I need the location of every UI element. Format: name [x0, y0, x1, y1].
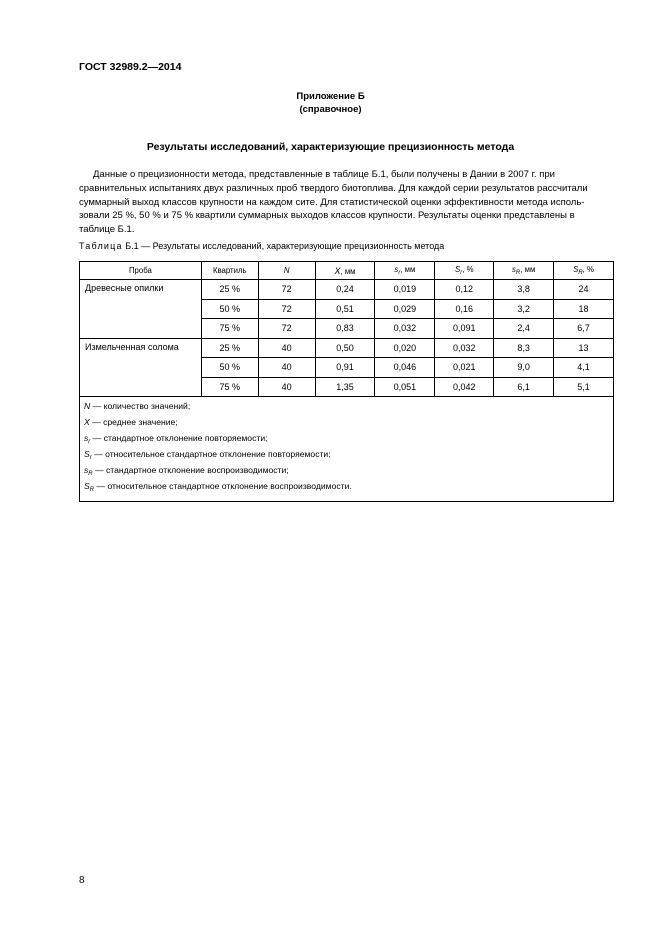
table-notes-row — [80, 397, 614, 502]
cell-sR: 6,1 — [494, 377, 554, 397]
table-row — [80, 338, 614, 358]
cell-x: 0,51 — [315, 299, 375, 319]
cell-Sr: 0,032 — [435, 338, 494, 358]
header-Sr: $S_r$, % — [435, 262, 494, 280]
cell-SR: 5,1 — [554, 377, 614, 397]
paragraph-line: таблице Б.1. — [79, 224, 135, 236]
cell-sr: 0,032 — [375, 319, 435, 339]
note-line: $s_r$ — стандартное отклонение повторяемости; — [84, 433, 268, 446]
cell-sr: 0,046 — [375, 358, 435, 378]
cell-n: 40 — [258, 338, 315, 358]
cell-n: 72 — [258, 299, 315, 319]
header-sr: $s_r$, мм — [375, 262, 435, 280]
cell-quartile: 50 % — [201, 299, 258, 319]
cell-Sr: 0,021 — [435, 358, 494, 378]
cell-n: 40 — [258, 377, 315, 397]
cell-sR: 2,4 — [494, 319, 554, 339]
cell-sr: 0,020 — [375, 338, 435, 358]
precision-table — [79, 261, 614, 502]
cell-sR: 3,2 — [494, 299, 554, 319]
paragraph-line: суммарный выход классов крупности на каждом сите. Для статистической оценки эффективности метода исполь- — [79, 196, 585, 208]
note-line: N — количество значений; — [84, 401, 191, 411]
note-line: $S_r$ — относительное стандартное отклонение повторяемости; — [84, 449, 331, 462]
cell-sr: 0,019 — [375, 280, 435, 300]
cell-quartile: 25 % — [201, 338, 258, 358]
annex-title: Приложение Б — [296, 91, 365, 102]
cell-quartile: 75 % — [201, 377, 258, 397]
cell-x: 0,50 — [315, 338, 375, 358]
cell-SR: 6,7 — [554, 319, 614, 339]
cell-quartile: 50 % — [201, 358, 258, 378]
annex-subtitle: (справочное) — [299, 104, 362, 115]
cell-n: 72 — [258, 280, 315, 300]
table-row — [80, 280, 614, 300]
sample-name: Древесные опилки — [80, 280, 202, 339]
table-caption — [79, 241, 444, 251]
cell-quartile: 75 % — [201, 319, 258, 339]
paragraph-line: сравнительных испытаниях двух различных проб твердого биотоплива. Для каждой серии результатов рассчитали — [79, 182, 588, 194]
cell-x: 0,83 — [315, 319, 375, 339]
page-number: 8 — [79, 875, 85, 886]
cell-SR: 13 — [554, 338, 614, 358]
table-caption-text: Б.1 — Результаты исследований, характеризующие прецизионность метода — [122, 241, 445, 251]
cell-sR: 9,0 — [494, 358, 554, 378]
cell-n: 40 — [258, 358, 315, 378]
section-title: Результаты исследований, характеризующие прецизионность метода — [146, 141, 515, 153]
cell-x: 0,24 — [315, 280, 375, 300]
cell-Sr: 0,091 — [435, 319, 494, 339]
document-id: ГОСТ 32989.2—2014 — [79, 61, 182, 73]
cell-Sr: 0,042 — [435, 377, 494, 397]
note-line: X — среднее значение; — [84, 417, 178, 428]
cell-sR: 3,8 — [494, 280, 554, 300]
cell-Sr: 0,12 — [435, 280, 494, 300]
header-x: X, мм — [315, 262, 375, 280]
cell-x: 1,35 — [315, 377, 375, 397]
paragraph-line: Данные о прецизионности метода, представленные в таблице Б.1, были получены в Дании в 2007 г. при — [93, 169, 555, 180]
sample-name: Измельченная солома — [80, 338, 202, 397]
cell-n: 72 — [258, 319, 315, 339]
cell-SR: 4,1 — [554, 358, 614, 378]
cell-sR: 8,3 — [494, 338, 554, 358]
table-caption-prefix: Таблица — [79, 241, 123, 251]
table-notes — [80, 397, 614, 502]
paragraph-line: зовали 25 %, 50 % и 75 % квартили суммарных выходов классов крупности. Результаты оценки представлены в — [79, 210, 575, 222]
body-paragraph — [79, 168, 614, 237]
cell-sr: 0,029 — [375, 299, 435, 319]
cell-SR: 24 — [554, 280, 614, 300]
table-header-row — [80, 262, 614, 280]
cell-x: 0,91 — [315, 358, 375, 378]
note-line: $s_R$ — стандартное отклонение воспроизводимости; — [84, 465, 289, 478]
header-n: N — [258, 262, 315, 280]
cell-SR: 18 — [554, 299, 614, 319]
cell-Sr: 0,16 — [435, 299, 494, 319]
cell-sr: 0,051 — [375, 377, 435, 397]
header-sample: Проба — [80, 262, 202, 280]
header-sR: $s_R$, мм — [494, 262, 554, 280]
header-SR: $S_R$, % — [554, 262, 614, 280]
note-line: $S_R$ — относительное стандартное отклонение воспроизводимости. — [84, 481, 352, 494]
header-quartile: Квартиль — [201, 262, 258, 280]
cell-quartile: 25 % — [201, 280, 258, 300]
